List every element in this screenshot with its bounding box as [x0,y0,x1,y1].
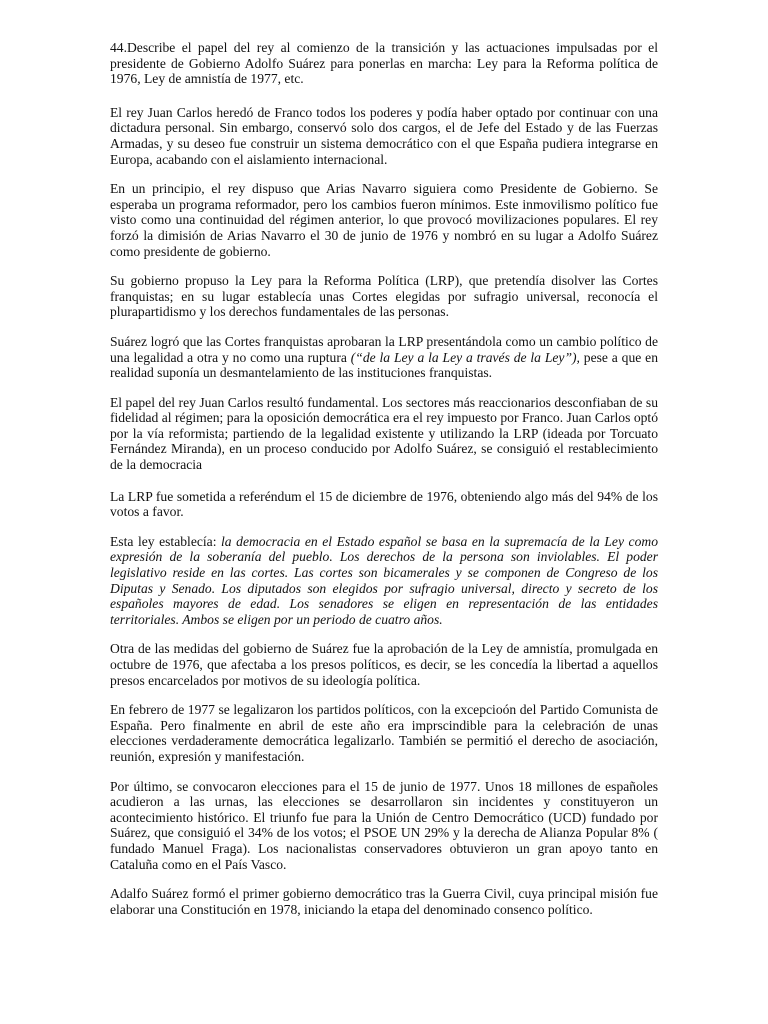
quote-ley: (“de la Ley a la Ley a través de la Ley”), [350,349,580,365]
paragraph-amnesty: Otra de las medidas del gobierno de Suárez fue la aprobación de la Ley de amnistía, promulgada en octubre de 1976, que afectaba a los presos políticos, es decir, se les concedía la libertad a aquellos presos encarcelados por motivos de su ideología política. [110,641,658,688]
question-heading: 44.Describe el papel del rey al comienzo de la transición y las actuaciones impulsadas por el presidente de Gobierno Adolfo Suárez para ponerlas en marcha: Ley para la Reforma política de 1976, Ley de amnistía de 1977, etc. [110,40,658,87]
paragraph-law-establishes [110,534,658,628]
paragraph-arias-navarro: En un principio, el rey dispuso que Arias Navarro siguiera como Presidente de Gobierno. Se esperaba un programa reformador, pero los cambios fueron mínimos. Este inmovilismo político fue visto como una continuidad del régimen anterior, lo que provocó movilizaciones populares. El rey forzó la dimisión de Arias Navarro el 30 de junio de 1976 y nombró en su lugar a Adolfo Suárez como presidente de gobierno. [110,181,658,259]
paragraph-elections: Por último, se convocaron elecciones para el 15 de junio de 1977. Unos 18 millones de españoles acudieron a las urnas, las elecciones se desarrollaron sin incidentes y constituyeron un acontecimiento histórico. El triunfo fue para la Unión de Centro Democrático (UCD) fundado por Suárez, que consiguió el 34% de los votos; el PSOE UN 29% y la derecha de Alianza Popular 8% ( fundado Manuel Fraga). Los nacionalistas conservadores obtuvieron un gran apoyo tanto en Cataluña como en el País Vasco. [110,778,658,872]
paragraph-referendum: La LRP fue sometida a referéndum el 15 de diciembre de 1976, obteniendo algo más del 94% de los votos a favor. [110,488,658,520]
paragraph-text: pese a que en realidad suponía un desmantelamiento de las instituciones franquistas. [110,349,658,381]
paragraph-king-inheritance: El rey Juan Carlos heredó de Franco todos los poderes y podía haber optado por continuar con una dictadura personal. Sin embargo, conservó solo dos cargos, el de Jefe del Estado y de las Fuerzas Armadas, y su deseo fue construir un sistema democrático con el que España pudiera integrarse en Europa, acabando con el aislamiento internacional. [110,104,658,167]
paragraph-lrp-approval [110,334,658,381]
paragraph-text: Suárez logró que las Cortes franquistas aprobaran la LRP presentándola como un cambio político de una legalidad a otra y no como una ruptura [110,333,658,365]
document-page [110,40,658,931]
paragraph-first-government: Adalfo Suárez formó el primer gobierno democrático tras la Guerra Civil, cuya principal misión fue elaborar una Constitución en 1978, iniciando la etapa del denominado consenco político. [110,886,658,917]
paragraph-text: Esta ley establecía: [110,533,222,549]
quote-law-text: la democracia en el Estado español se basa en la supremacía de la Ley como expresión de la soberanía del pueblo. Los derechos de la persona son inviolables. El poder legislativo reside en las cortes. Las cortes son bicamerales y se componen de Congreso de los Diputas y Senado. Los diputados son elegidos por sufragio universal, directo y secreto de los españoles mayores de edad. Los senadores se eligen en representación de las entidades territoriales. Ambos se eligen por un periodo de cuatro años. [110,533,658,627]
paragraph-king-role: El papel del rey Juan Carlos resultó fundamental. Los sectores más reaccionarios desconfiaban de su fidelidad al régimen; para la oposición democrática era el rey impuesto por Franco. Juan Carlos optó por la vía reformista; partiendo de la legalidad existente y utilizando la LRP (ideada por Torcuato Fernández Miranda), en un proceso conducido por Adolfo Suárez, se consiguió el restablecimiento de la democracia [110,394,658,473]
paragraph-parties: En febrero de 1977 se legalizaron los partidos políticos, con la excepcioón del Partido Comunista de España. Pero finalmente en abril de este año era imprscindible para la celebración de unas elecciones verdaderamente democrática legalizarlo. También se permitió el derecho de asociación, reunión, expresión y manifestación. [110,702,658,764]
paragraph-lrp-proposal: Su gobierno propuso la Ley para la Reforma Política (LRP), que pretendía disolver las Cortes franquistas; en su lugar establecía unas Cortes elegidas por sufragio universal, reconocía el plurapartidismo y los derechos fundamentales de las personas. [110,273,658,320]
